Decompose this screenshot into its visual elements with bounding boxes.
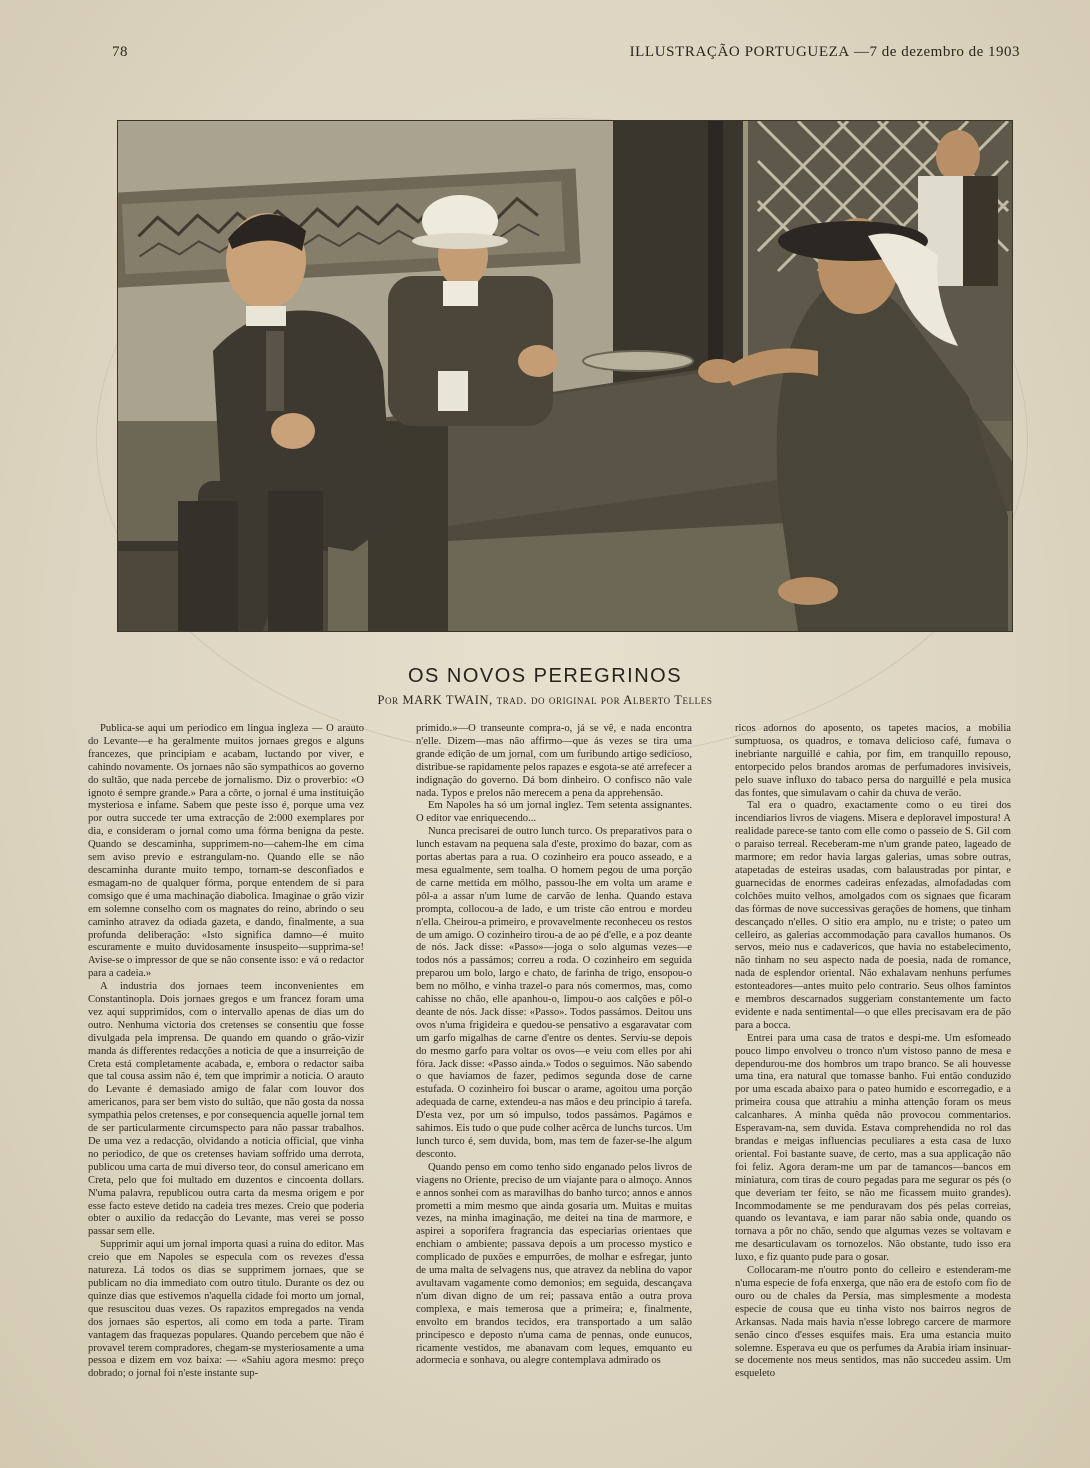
paragraph: Quando penso em como tenho sido enganado pelos livros de viagens no Oriente, preciso de um viajante para o almoço. Annos e annos sonhei com as maravilhas do banho turco; annos e annos prometti a mim mesmo que ainda gosaria um. Muitas e muitas vezes, na minha imaginação, me deitei na tina de marmore, e aspirei a soporifera fragrancia das especiarias orientaes que enchiam o ambiente; passava depois a um processo mystico e complicado de puxões e empurrões, de molhar e esfregar, junto de uma malta de selvagens nus, que atravez da neblina do vapor avultavam vagamente como demonios; em seguida, descançava n'um divan digno de um rei; passava então a outra prova complexa, e mais temerosa que a primeira; e, finalmente, envolto em brandos tecidos, era transportado a um salão principesco e deposto n'uma cama de pennas, onde eunucos, ricamente vestidos, me abanavam com leques, emquanto eu adormecia e sonhava, ou alegre contemplava admirado os [416, 1161, 692, 1367]
paragraph: Em Napoles ha só um jornal inglez. Tem setenta assignantes. O editor vae enriquecendo... [416, 800, 692, 825]
page-number: 78 [112, 44, 128, 60]
paragraph: Nunca precisarei de outro lunch turco. Os preparativos para o lunch estavam na pequena sala d'este, proximo do bazar, com as portas abertas para a rua. O cozinheiro era pouco asseado, e a mesa egualmente, sem toalha. O homem pegou de uma porção de carne mettida em môlho, passou-lhe em volta um arame e pôl-a a assar n'um lume de carvão de lenha. Quando estava prompta, collocou-a de lado, e um triste cão entrou e mordeu n'ella. Cheirou-a primeiro, e provavelmente reconheceu os restos de um amigo. O cozinheiro tirou-a de ao pé d'elle, e a poz deante de nós. Jack disse: «Passo»—joga o solo algumas vezes—e todos nós a passámos; correu a roda. O cozinheiro em seguida preparou um bolo, largo e chato, de farinha de trigo, ensopou-o bem no môlho, e vinha trazel-o para nós comermos, mas, como cahisse no chão, elle apanhou-o, limpou-o aos calções e pôl-o deante de nós. Jack disse: «Passo». Todos passámos. Deitou uns ovos n'uma frigideira e quedou-se pensativo a esgaravatar com um garfo migalhas de carne d'entre os dentes. Serviu-se depois do mesmo garfo para voltar os ovos—e veiu com elles por ahi fóra. Jack disse: «Passo ainda.» Todos o seguimos. Não sabendo o que haviamos de fazer, pedimos segunda dose de carne estufada. O cozinheiro foi buscar o arame, agoitou uma porção adequada de carne, extendeu-a nas mãos e deu principio á tarefa. D'esta vez, por um só impulso, todos passámos. Pagámos e sahimos. Eis tudo o que pude colher acêrca de lunchs turcos. Um lunch turco é, sem duvida, bom, mas tem de fazer-se-lhe algum desconto. [416, 826, 692, 1160]
illustration-drawing [118, 121, 1012, 631]
paragraph: Collocaram-me n'outro ponto do celleiro e estenderam-me n'uma especie de fofa enxerga, que não era de estofo com fio de ouro ou de chales da Persia, mas simplesmente a modesta especie de cousa que eu tinha visto nos bairros negros de Arkansas. Nada mais havia n'esse lobrego carcere de marmore senão cinco d'esses esquifes mais. Era uma estancia muito solemne. Esperava eu que os perfumes da Arabia iriam insinuar-se docemente nos meus sentidos, mas não succedeu assim. Um esqueleto [735, 1265, 1011, 1380]
paragraph: Supprimir aqui um jornal importa quasi a ruina do editor. Mas creio que em Napoles se especula com os revezes d'essa natureza. Lá todos os dias se supprimem jornaes, que se publicam no dia immediato com outro titulo. Durante os dez ou quinze dias que estivemos n'aquella cidade foi morto um jornal, que resuscitou duas vezes. Os rapazitos empregados na venda dos jornaes são espertos, ali como em toda a parte. Tiram vantagem das fraquezas populares. Quando percebem que não é provavel terem compradores, chegam-se mysteriosamente a uma pessoa e dizem em voz baixa: — «Sahiu agora mesmo: preço dobrado; o jornal foi n'este instante sup- [88, 1239, 364, 1380]
paragraph: primido.»—O transeunte compra-o, já se vê, e nada encontra n'elle. Dizem—mas não affirmo—que ás vezes se tira uma grande edição de um jornal, com um furibundo artigo sedicioso, distribue-se rapidamente pelos rapazes e esgota-se até arrefecer a indignação do governo. Dá bom dinheiro. O confisco não vale nada. Typos e prelos não merecem a pena da apprehensão. [416, 723, 692, 799]
text-column-1 [88, 723, 364, 1443]
paragraph: Tal era o quadro, exactamente como o eu tirei dos incendiarios livros de viagens. Misera e deploravel impostura! A realidade parece-se tanto com elle como o passeio de S. Gil com o paraiso terreal. Receberam-me n'um grande pateo, lageado de marmore; em redor havia largas galerias, umas sobre outras, atapetadas de esteiras usadas, com balaustradas por pintar, e guarnecidas de enormes cadeiras enfezadas, almofadadas com colchões muito velhos, amolgados com os signaes que ficaram das fórmas de nove successivas gerações de homens, que tinham descançado n'elles. O sitio era amplo, nu e triste; o pateo um celleiro, as galerias accommodação para cavallos humanos. Os servos, meio nus e cadavericos, que havia no estabelecimento, não tinham no seu aspecto nada de poesia, nada de romance, nada de esplendor oriental. Não exhalavam nenhuns perfumes estonteadores—antes muito pelo contrario. Seus olhos famintos e membros descarnados suggeriam constantemente um facto evidente e nada sentimental—o que elles precisavam era de pão para a bocca. [735, 800, 1011, 1031]
text-column-2 [416, 723, 692, 1443]
paragraph: Publica-se aqui um periodico em lingua ingleza — O arauto do Levante—e ha geralmente muitos jornaes gregos e alguns francezes, que principiam e acabam, luctando por viver, e cahindo novamente. Os jornaes não são sympathicos ao governo do sultão, que nada percebe de jornalismo. Diz o proverbio: «O ignoto é sempre grande.» Para a côrte, o jornal é uma instituição mysteriosa e infame. Sabem que peste isso é, porque uma vez por outra succede ter uma extracção de 2:000 exemplares por dia, e consideram o jornal como uma fórma benigna da peste. Quando se descaminha, supprimem-no—cahem-lhe em cima sem aviso previo e estrangulam-no. Quando elle se não descaminha durante muito tempo, tornam-se desconfiados e esmagam-no de qualquer fórma, porque entendem de si para comsigo que é uma machinação diabolica. Imaginae o grão vizir em solemne conselho com os magnates do reino, abrindo o seu caminho atravez da odiada gazeta, e dando, finalmente, a sua profunda deliberação: «Isto significa damno—é muito escuramente e muito duvidosamente insuspeito—supprima-se! Avise-se o impressor de que se não consente isso: e vá o redactor para a cadeia.» [88, 723, 364, 980]
article-title: OS NOVOS PEREGRINOS [407, 665, 683, 687]
text-column-3 [735, 723, 1011, 1443]
issue-date: —7 de dezembro de 1903 [854, 44, 1020, 60]
paragraph: A industria dos jornaes teem inconvenientes em Constantinopla. Dois jornaes gregos e um francez foram uma vez aqui supprimidos, com o intervallo apenas de dias um do outro. Nenhuma victoria dos cretenses se consentiu que fosse divulgada pela imprensa. De quando em quando o grão-vizir manda ás differentes redacções a noticia de que a insurreição de Creta está completamente acabada, e, embora o redactor saiba que tal cousa assim não é, tem que imprimir a noticia. O arauto do Levante é demasiado amigo de falar com louvor dos americanos, para ser bem visto do sultão, que não gosta da nossa sympathia pelos cretenses, e por consequencia aquelle jornal tem de ser particularmente circumspecto para não passar trabalhos. De uma vez a redacção, olvidando a noticia official, que vinha no periodico, de que os cretenses haviam soffrido uma derrota, publicou uma carta de mui diverso teor, do consul americano em Creta, pelo que foi multado em duzentos e cincoenta dollars. N'uma palavra, republicou outra carta da mesma origem e por esse facto esteve detido na cadeia tres mezes. Creio que poderia obter o auxilio da redacção do Levante, mas verei se posso passar sem elle. [88, 981, 364, 1238]
paragraph: Entrei para uma casa de tratos e despi-me. Um esfomeado pouco limpo envolveu o tronco n'um vistoso panno de mesa e dependurou-me dos hombros um trapo branco. Se ali houvesse uma tina, era natural que tomasse banho. Fui então conduzido por uma escada abaixo para o pateo humido e escorregadio, e a primeira cousa que attrahiu a minha attenção foram os meus calcanhares. A minha quêda não provocou commentarios. Esperavam-na, sem duvida. Estava comprehendida no rol das brandas e meigas influencias peculiares a esta casa de luxo oriental. Foi bastante suave, de certo, mas a sua applicação não foi feliz. Agora deram-me um par de tamancos—bancos em miniatura, com tiras de couro pegadas para me segurar os pés (o que deveriam ter feito, se não me ficassem muito grandes). Incommodamente se me penduravam dos pés pelas correias, quando os levantava, e iam parar não sabia onde, quando os tornava a pôr no chão, sendo que algumas vezes se voltavam e me desarticulavam os tornozelos. Não obstante, tudo isso era luxo, e fiz quanto pude para o gosar. [735, 1032, 1011, 1264]
paragraph: ricos adornos do aposento, os tapetes macios, a mobilia sumptuosa, os quadros, e tomava delicioso café, fumava o inebriante narguillé e cahia, por fim, em tranquillo repouso, entorpecido pelos brandos aromas de perfumadores invisiveis, pelo suave influxo do tabaco persa do narguillé e pela musica das fontes, que simulavam o cahir da chuva de verão. [735, 723, 1011, 799]
magazine-name: ILLUSTRAÇÃO PORTUGUEZA [629, 44, 850, 60]
article-byline: Por MARK TWAIN, trad. do original por Alberto Telles [377, 693, 713, 707]
running-header [630, 44, 1020, 61]
illustration [117, 120, 1013, 632]
